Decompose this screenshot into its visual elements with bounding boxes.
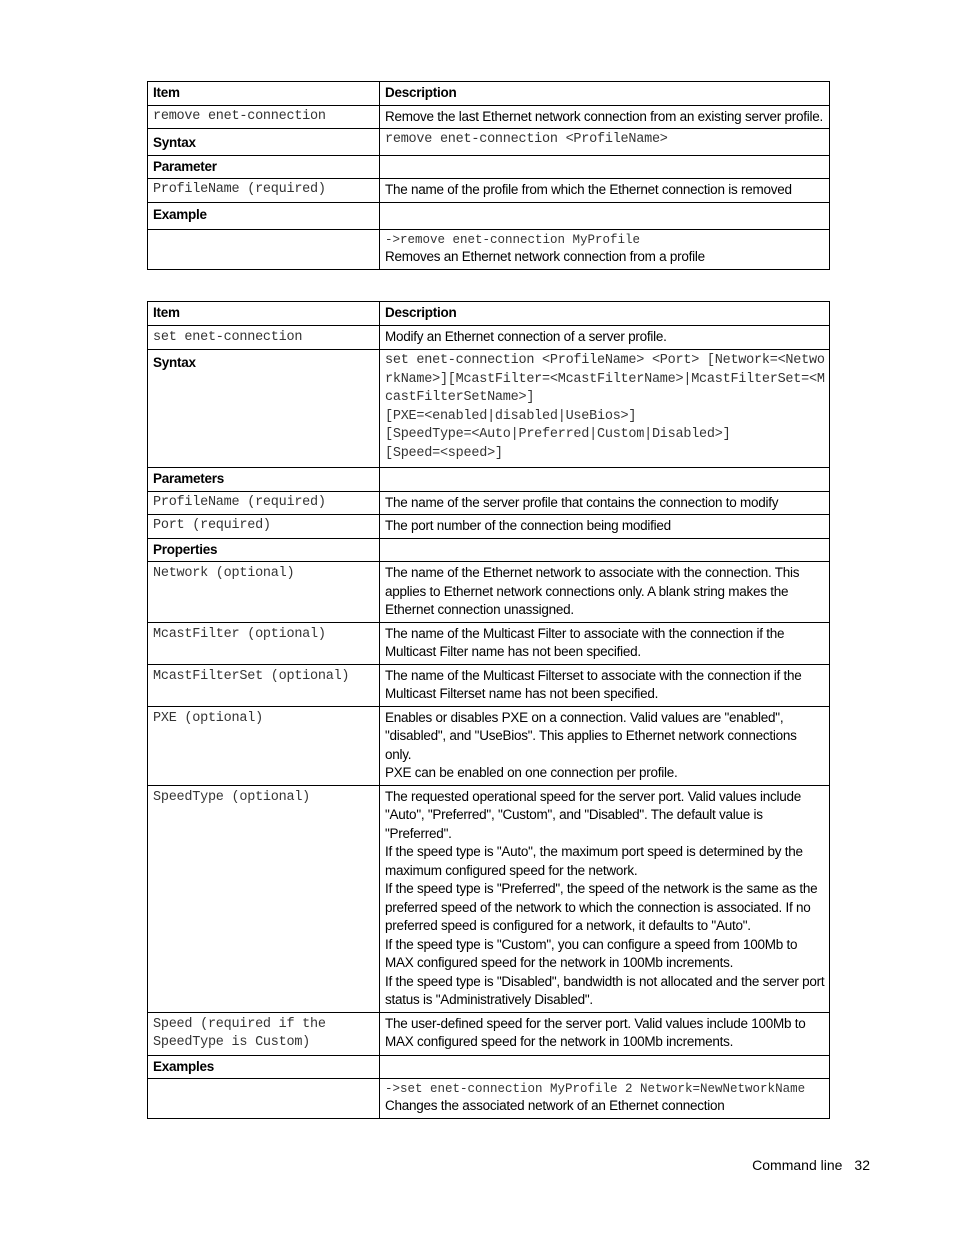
property-name: PXE (optional) <box>148 706 380 785</box>
command-description: Remove the last Ethernet network connection from an existing server profile. <box>380 105 830 129</box>
description-line: The requested operational speed for the server port. Valid values include "Auto", "Preferred", "Custom", and "Disabled". The default value is "Preferred". <box>385 788 802 841</box>
parameters-section-row <box>148 468 830 492</box>
table-row <box>148 179 830 203</box>
example-description: Removes an Ethernet network connection from a profile <box>385 249 705 264</box>
syntax-value: set enet-connection <ProfileName> <Port> [Network=<NetworkName>][McastFilter=<McastFilterName>|McastFilterSet=<McastFilterSetName>] [PXE=<enabled|disabled|UseBios>] [SpeedType=<Auto|Preferred|Custom|Disabled>] [Speed=<speed>] <box>380 350 830 468</box>
table-row <box>148 706 830 785</box>
property-name: McastFilter (optional) <box>148 622 380 664</box>
property-description: The name of the Multicast Filterset to associate with the connection if the Multicast Filterset name has not been specified. <box>380 664 830 706</box>
example-description: Changes the associated network of an Ethernet connection <box>385 1098 725 1113</box>
empty-cell <box>380 468 830 492</box>
parameter-section-row <box>148 155 830 179</box>
empty-cell <box>148 230 380 270</box>
properties-section-row <box>148 538 830 562</box>
table-row <box>148 664 830 706</box>
set-enet-connection-table <box>147 301 830 1119</box>
properties-label: Properties <box>148 538 380 562</box>
property-name: McastFilterSet (optional) <box>148 664 380 706</box>
property-name: Network (optional) <box>148 562 380 623</box>
parameter-description: The port number of the connection being modified <box>380 515 830 539</box>
table-row <box>148 1012 830 1055</box>
syntax-value: remove enet-connection <ProfileName> <box>380 129 830 156</box>
syntax-row <box>148 129 830 156</box>
example-section-row <box>148 202 830 230</box>
table-header-row <box>148 82 830 106</box>
example-cell <box>380 230 830 270</box>
table-row <box>148 622 830 664</box>
example-command: ->remove enet-connection MyProfile <box>385 233 641 247</box>
property-description: The user-defined speed for the server port. Valid values include 100Mb to MAX configured speed for the network in 100Mb increments. <box>380 1012 830 1055</box>
description-line: Enables or disables PXE on a connection. Valid values are "enabled", "disabled", and "UseBios". This applies to Ethernet network connections only. <box>385 709 797 762</box>
footer-section-title: Command line <box>752 1157 843 1173</box>
parameter-name: ProfileName (required) <box>148 491 380 515</box>
description-line: If the speed type is "Custom", you can configure a speed from 100Mb to MAX configured speed for the network in 100Mb increments. <box>385 936 798 970</box>
property-description <box>380 706 830 785</box>
parameter-name: ProfileName (required) <box>148 179 380 203</box>
example-row <box>148 230 830 270</box>
command-row <box>148 105 830 129</box>
table-row <box>148 785 830 1012</box>
example-row <box>148 1079 830 1119</box>
parameter-description: The name of the profile from which the Ethernet connection is removed <box>380 179 830 203</box>
property-description: The name of the Ethernet network to associate with the connection. This applies to Ethernet network connections only. A blank string makes the Ethernet connection unassigned. <box>380 562 830 623</box>
parameter-description: The name of the server profile that contains the connection to modify <box>380 491 830 515</box>
description-line: If the speed type is "Preferred", the speed of the network is the same as the preferred speed of the network to which the connection is associated. If no preferred speed is configured for a network, it defaults to "Auto". <box>385 881 818 933</box>
item-column-header: Item <box>148 82 380 106</box>
empty-cell <box>380 1055 830 1079</box>
empty-cell <box>380 202 830 230</box>
property-description: The name of the Multicast Filter to associate with the connection if the Multicast Filter name has not been specified. <box>380 622 830 664</box>
command-name: set enet-connection <box>148 325 380 350</box>
syntax-label: Syntax <box>148 350 380 468</box>
property-description <box>380 785 830 1012</box>
empty-cell <box>148 1079 380 1119</box>
table-header-row <box>148 302 830 326</box>
example-cell <box>380 1079 830 1119</box>
description-line: If the speed type is "Disabled", bandwidth is not allocated and the server port status is "Administratively Disabled". <box>385 973 825 1007</box>
command-name: remove enet-connection <box>148 105 380 129</box>
description-column-header: Description <box>380 302 830 326</box>
syntax-row <box>148 350 830 468</box>
property-name: SpeedType (optional) <box>148 785 380 1012</box>
page-footer <box>752 1157 870 1173</box>
description-line: PXE can be enabled on one connection per profile. <box>385 765 678 780</box>
example-label: Example <box>148 202 380 230</box>
parameter-name: Port (required) <box>148 515 380 539</box>
parameters-label: Parameters <box>148 468 380 492</box>
description-column-header: Description <box>380 82 830 106</box>
examples-label: Examples <box>148 1055 380 1079</box>
example-command: ->set enet-connection MyProfile 2 Network=NewNetworkName <box>385 1082 806 1096</box>
syntax-label: Syntax <box>148 129 380 156</box>
command-row <box>148 325 830 350</box>
description-line: If the speed type is "Auto", the maximum port speed is determined by the maximum configured speed for the network. <box>385 844 803 878</box>
parameter-label: Parameter <box>148 155 380 179</box>
item-column-header: Item <box>148 302 380 326</box>
examples-section-row <box>148 1055 830 1079</box>
remove-enet-connection-table <box>147 81 830 270</box>
page-number: 32 <box>854 1157 870 1173</box>
table-row <box>148 515 830 539</box>
empty-cell <box>380 155 830 179</box>
table-row <box>148 491 830 515</box>
command-description: Modify an Ethernet connection of a server profile. <box>380 325 830 350</box>
property-name: Speed (required if the SpeedType is Custom) <box>148 1012 380 1055</box>
table-row <box>148 562 830 623</box>
empty-cell <box>380 538 830 562</box>
